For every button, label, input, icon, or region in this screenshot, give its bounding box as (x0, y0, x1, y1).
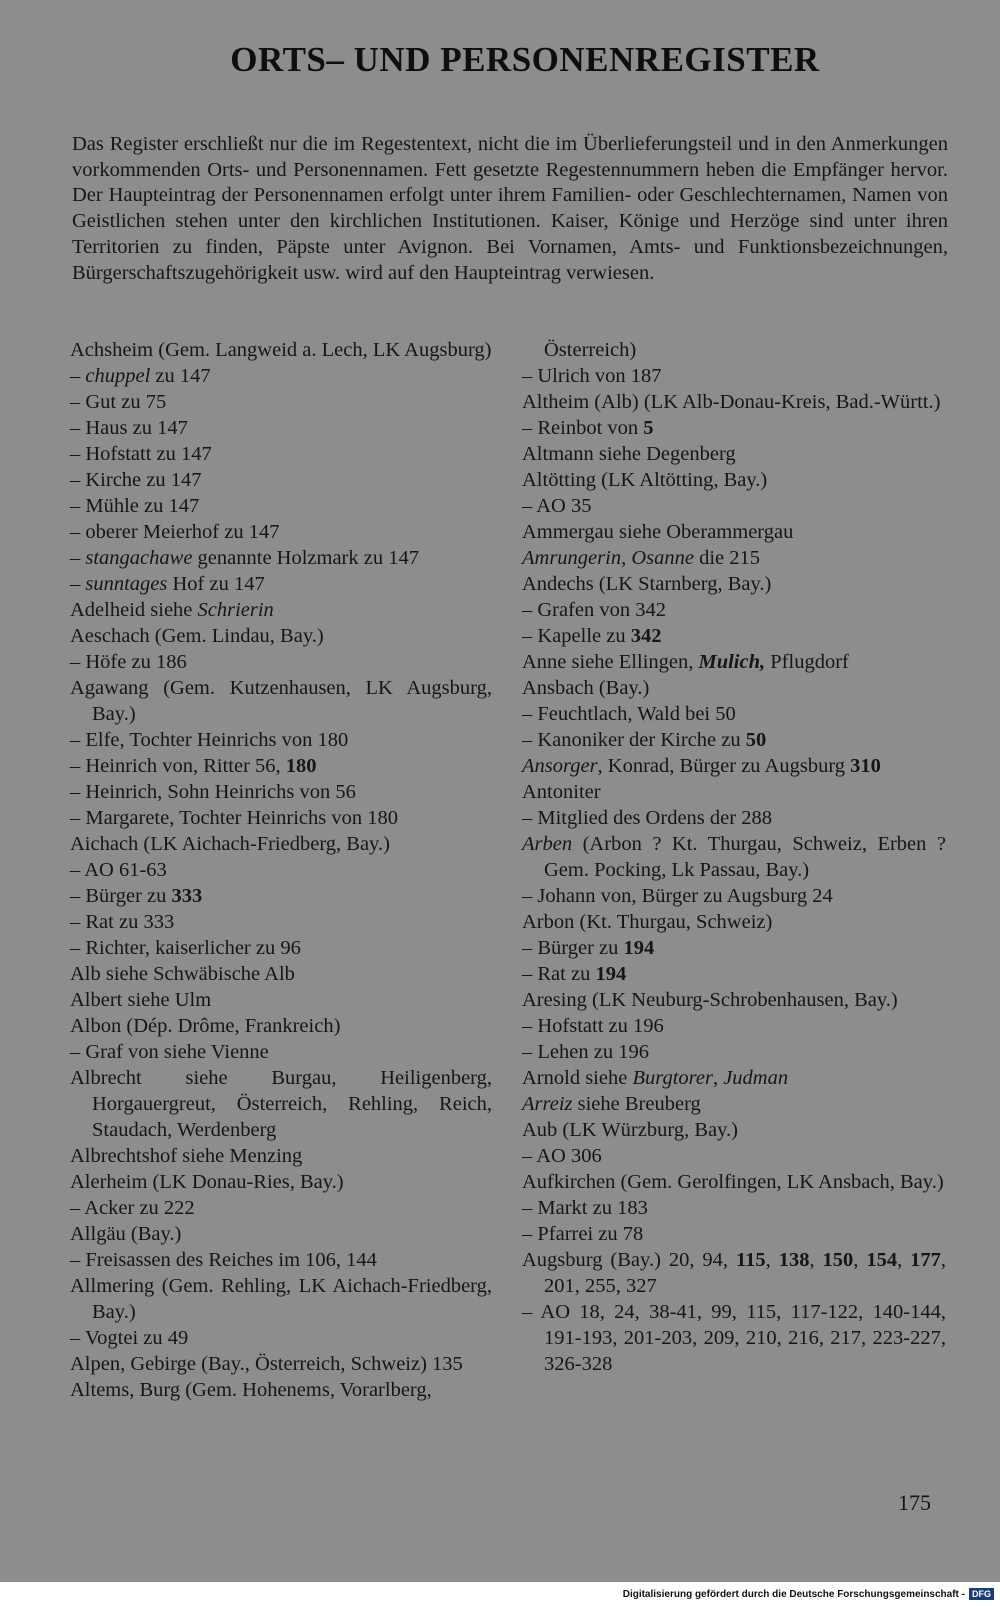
register-entry (70, 883, 492, 909)
register-entry (522, 1169, 946, 1195)
entry-text-segment: Adelheid siehe (70, 599, 198, 621)
entry-text-segment: – Ulrich von 187 (522, 365, 662, 387)
register-entry (522, 649, 946, 675)
register-entry (522, 753, 946, 779)
entry-text-segment: Altmann siehe Degenberg (522, 443, 736, 465)
register-entry (70, 1221, 492, 1247)
register-entry (70, 467, 492, 493)
entry-text-segment: 342 (630, 625, 662, 647)
entry-text-segment: 194 (623, 937, 655, 959)
register-entry (522, 467, 946, 493)
register-entry (522, 987, 946, 1013)
entry-text-segment: Hof zu 147 (167, 573, 265, 595)
entry-text-segment: 310 (850, 755, 881, 777)
entry-text-segment: – AO 18, 24, 38-41, 99, 115, 117-122, 140-144, 191-193, 201-203, 209, 210, 216, 217, 223-227, 326-328 (522, 1301, 946, 1375)
register-entry (522, 1039, 946, 1065)
entry-text-segment: – Bürger zu (70, 885, 172, 907)
entry-text-segment: Augsburg (Bay.) 20, 94, (522, 1249, 736, 1271)
register-entry (70, 545, 492, 571)
register-entry (522, 805, 946, 831)
register-entry (70, 363, 492, 389)
entry-text-segment: – Mühle zu 147 (70, 495, 200, 517)
entry-text-segment: 177 (910, 1249, 941, 1271)
register-entry (70, 935, 492, 961)
entry-text-segment: sunntages (85, 573, 168, 595)
entry-text-segment: Allgäu (Bay.) (70, 1223, 182, 1245)
register-entry (522, 545, 946, 571)
register-entry (70, 1013, 492, 1039)
entry-text-segment: – (70, 573, 86, 595)
register-entry (522, 961, 946, 987)
register-entry (522, 779, 946, 805)
entry-text-segment: (Arbon ? Kt. Thurgau, Schweiz, Erben ? Gem. Pocking, Lk Passau, Bay.) (544, 833, 946, 881)
entry-text-segment: – Grafen von 342 (522, 599, 667, 621)
entry-text-segment: Pflugdorf (765, 651, 849, 673)
entry-text-segment: 5 (643, 417, 654, 439)
entry-text-segment: Alerheim (LK Donau-Ries, Bay.) (70, 1171, 344, 1193)
entry-text-segment: , (712, 1067, 724, 1089)
digitization-footer (623, 1588, 994, 1600)
register-entry (522, 831, 946, 883)
register-entry (522, 1195, 946, 1221)
register-entry (70, 571, 492, 597)
register-entry (522, 883, 946, 909)
entry-text-segment: – Höfe zu 186 (70, 651, 187, 673)
register-entry (70, 1169, 492, 1195)
register-entry (522, 389, 946, 415)
entry-text-segment: 333 (171, 885, 203, 907)
register-entry (70, 1325, 492, 1351)
entry-text-segment: – Kapelle zu (522, 625, 631, 647)
register-entry (522, 1299, 946, 1377)
register-entry (70, 1039, 492, 1065)
entry-text-segment: , (853, 1249, 867, 1271)
entry-text-segment: Aresing (LK Neuburg-Schrobenhausen, Bay.) (522, 989, 898, 1011)
register-entry (70, 675, 492, 727)
register-entry (70, 649, 492, 675)
entry-text-segment: 50 (745, 729, 767, 751)
entry-text-segment: Altötting (LK Altötting, Bay.) (522, 469, 768, 491)
entry-text-segment: – Rat zu 333 (70, 911, 175, 933)
entry-text-segment: – AO 306 (522, 1145, 602, 1167)
register-entry (70, 1195, 492, 1221)
entry-text-segment: – Rat zu (522, 963, 596, 985)
register-entry (70, 805, 492, 831)
entry-text-segment: Allmering (Gem. Rehling, LK Aichach-Friedberg, Bay.) (70, 1275, 492, 1323)
entry-text-segment: 180 (285, 755, 317, 777)
entry-text-segment: – Richter, kaiserlicher zu 96 (70, 937, 301, 959)
register-entry (522, 623, 946, 649)
register-entry (522, 1143, 946, 1169)
entry-text-segment: 154 (866, 1249, 898, 1271)
intro-paragraph: Das Register erschließt nur die im Regestentext, nicht die im Überlieferungsteil und in den Anmerkungen vorkommenden Orts- und Personennamen. Fett gesetzte Regestennummern heben die Empfänger hervor. Der Haupteintrag der Personennamen erfolgt unter ihrem Familien- oder Geschlechternamen, Namen von Geistlichen stehen unter den kirchlichen Institutionen. Kaiser, Könige und Herzöge sind unter ihren Territorien zu finden, Päpste unter Avignon. Bei Vornamen, Amts- und Funktionsbezeichnungen, Bürgerschaftszugehörigkeit usw. wird auf den Haupteintrag verwiesen. (72, 133, 948, 284)
register-entry (522, 441, 946, 467)
entry-text-segment: – Markt zu 183 (522, 1197, 648, 1219)
entry-text-segment: Albon (Dép. Drôme, Frankreich) (70, 1015, 341, 1037)
entry-text-segment: – Kanoniker der Kirche zu (522, 729, 746, 751)
entry-text-segment: – Elfe, Tochter Heinrichs von 180 (70, 729, 349, 751)
register-entry (522, 493, 946, 519)
register-entry (70, 961, 492, 987)
register-entry (70, 1273, 492, 1325)
entry-text-segment: Antoniter (522, 781, 601, 803)
register-entry (70, 519, 492, 545)
entry-text-segment: – Pfarrei zu 78 (522, 1223, 644, 1245)
register-entry (70, 493, 492, 519)
register-entry (70, 441, 492, 467)
footer-text: Digitalisierung gefördert durch die Deutsche Forschungsgemeinschaft - (622, 1588, 965, 1600)
entry-text-segment: 194 (595, 963, 627, 985)
entry-text-segment: – Hofstatt zu 196 (522, 1015, 664, 1037)
register-entry (70, 753, 492, 779)
entry-text-segment: zu 147 (150, 365, 211, 387)
entry-text-segment: Mulich, (698, 651, 766, 673)
entry-text-segment: Agawang (Gem. Kutzenhausen, LK Augsburg, Bay.) (70, 677, 492, 725)
entry-text-segment: Alpen, Gebirge (Bay., Österreich, Schweiz) 135 (70, 1353, 463, 1375)
entry-text-segment: 150 (822, 1249, 854, 1271)
register-entry (522, 1221, 946, 1247)
entry-text-segment: , (809, 1249, 823, 1271)
entry-text-segment: – Acker zu 222 (70, 1197, 195, 1219)
register-entry (70, 857, 492, 883)
entry-text-segment: Albrechtshof siehe Menzing (70, 1145, 303, 1167)
register-entry (70, 623, 492, 649)
entry-text-segment: Österreich) (544, 339, 637, 361)
entry-text-segment: – AO 61-63 (70, 859, 167, 881)
register-entry (522, 415, 946, 441)
register-entry (70, 1247, 492, 1273)
register-entry (522, 519, 946, 545)
register-entry (522, 701, 946, 727)
entry-text-segment: – Heinrich von, Ritter 56, (70, 755, 286, 777)
entry-text-segment: – Hofstatt zu 147 (70, 443, 212, 465)
entry-text-segment: chuppel (85, 365, 151, 387)
register-entry (70, 727, 492, 753)
register-entry (522, 1117, 946, 1143)
entry-text-segment: Ansorger (522, 755, 598, 777)
entry-text-segment: Achsheim (Gem. Langweid a. Lech, LK Augsburg) (70, 339, 492, 361)
register-entry (70, 597, 492, 623)
register-entry (70, 987, 492, 1013)
entry-text-segment: , 201, 255, 327 (544, 1249, 947, 1297)
register-column-right (522, 337, 946, 1377)
register-entry (70, 779, 492, 805)
entry-text-segment: , (765, 1249, 779, 1271)
entry-text-segment: – Margarete, Tochter Heinrichs von 180 (70, 807, 398, 829)
entry-text-segment: – Haus zu 147 (70, 417, 188, 439)
entry-text-segment: Burgtorer (632, 1067, 713, 1089)
entry-text-segment: Arben (522, 833, 573, 855)
register-entry (70, 415, 492, 441)
register-entry (70, 389, 492, 415)
register-entry (522, 1247, 946, 1299)
entry-text-segment: Aeschach (Gem. Lindau, Bay.) (70, 625, 324, 647)
register-entry (522, 1091, 946, 1117)
entry-text-segment: Andechs (LK Starnberg, Bay.) (522, 573, 772, 595)
entry-text-segment: Schrierin (197, 599, 274, 621)
entry-text-segment: Aub (LK Würzburg, Bay.) (522, 1119, 738, 1141)
entry-text-segment: Altheim (Alb) (LK Alb-Donau-Kreis, Bad.-Württ.) (522, 391, 941, 413)
entry-text-segment: stangachawe (85, 547, 193, 569)
register-entry (522, 935, 946, 961)
register-entry (522, 727, 946, 753)
entry-text-segment: – Gut zu 75 (70, 391, 167, 413)
register-entry (70, 337, 492, 363)
entry-text-segment: die 215 (693, 547, 761, 569)
register-column-left (70, 337, 492, 1403)
entry-text-segment: – Graf von siehe Vienne (70, 1041, 269, 1063)
entry-text-segment: 138 (778, 1249, 810, 1271)
entry-text-segment: – AO 35 (522, 495, 592, 517)
register-entry (522, 337, 946, 363)
entry-text-segment: Altems, Burg (Gem. Hohenems, Vorarlberg, (70, 1379, 432, 1401)
register-entry (70, 1351, 492, 1377)
register-entry (522, 909, 946, 935)
entry-text-segment: – Kirche zu 147 (70, 469, 202, 491)
register-entry (70, 1377, 492, 1403)
entry-text-segment: – Mitglied des Ordens der 288 (522, 807, 772, 829)
entry-text-segment: – Reinbot von (522, 417, 644, 439)
entry-text-segment: Albert siehe Ulm (70, 989, 212, 1011)
entry-text-segment: siehe Breuberg (572, 1093, 701, 1115)
register-entry (70, 1143, 492, 1169)
entry-text-segment: Ammergau siehe Oberammergau (522, 521, 794, 543)
entry-text-segment: – Lehen zu 196 (522, 1041, 649, 1063)
entry-text-segment: genannte Holzmark zu 147 (192, 547, 419, 569)
entry-text-segment: 115 (735, 1249, 766, 1271)
entry-text-segment: – Heinrich, Sohn Heinrichs von 56 (70, 781, 356, 803)
register-entry (70, 831, 492, 857)
page-title: ORTS– UND PERSONENREGISTER (230, 40, 820, 79)
entry-text-segment: – Vogtei zu 49 (70, 1327, 189, 1349)
page-number: 175 (898, 1490, 931, 1515)
entry-text-segment: Judman (723, 1067, 789, 1089)
register-entry (70, 909, 492, 935)
entry-text-segment: Albrecht siehe Burgau, Heiligenberg, Horgauergreut, Österreich, Rehling, Reich, Staudach, Werdenberg (70, 1067, 492, 1141)
entry-text-segment: , Konrad, Bürger zu Augsburg (597, 755, 851, 777)
entry-text-segment: Arreiz (522, 1093, 573, 1115)
entry-text-segment: , (897, 1249, 911, 1271)
entry-text-segment: – Freisassen des Reiches im 106, 144 (70, 1249, 377, 1271)
entry-text-segment: – Feuchtlach, Wald bei 50 (522, 703, 736, 725)
entry-text-segment: Arbon (Kt. Thurgau, Schweiz) (522, 911, 773, 933)
dfg-logo: DFG (969, 1588, 994, 1600)
register-entry (522, 363, 946, 389)
register-entry (522, 597, 946, 623)
entry-text-segment: Aichach (LK Aichach-Friedberg, Bay.) (70, 833, 390, 855)
entry-text-segment: Arnold siehe (522, 1067, 633, 1089)
register-entry (522, 675, 946, 701)
entry-text-segment: Ansbach (Bay.) (522, 677, 650, 699)
entry-text-segment: Anne siehe Ellingen, (522, 651, 699, 673)
entry-text-segment: – oberer Meierhof zu 147 (70, 521, 280, 543)
entry-text-segment: – Johann von, Bürger zu Augsburg 24 (522, 885, 833, 907)
register-entry (522, 571, 946, 597)
entry-text-segment: – Bürger zu (522, 937, 624, 959)
register-entry (522, 1013, 946, 1039)
register-entry (522, 1065, 946, 1091)
entry-text-segment: Alb siehe Schwäbische Alb (70, 963, 295, 985)
register-entry (70, 1065, 492, 1143)
entry-text-segment: Aufkirchen (Gem. Gerolfingen, LK Ansbach, Bay.) (522, 1171, 944, 1193)
entry-text-segment: – (70, 547, 86, 569)
entry-text-segment: Amrungerin, Osanne (522, 547, 694, 569)
entry-text-segment: – (70, 365, 86, 387)
